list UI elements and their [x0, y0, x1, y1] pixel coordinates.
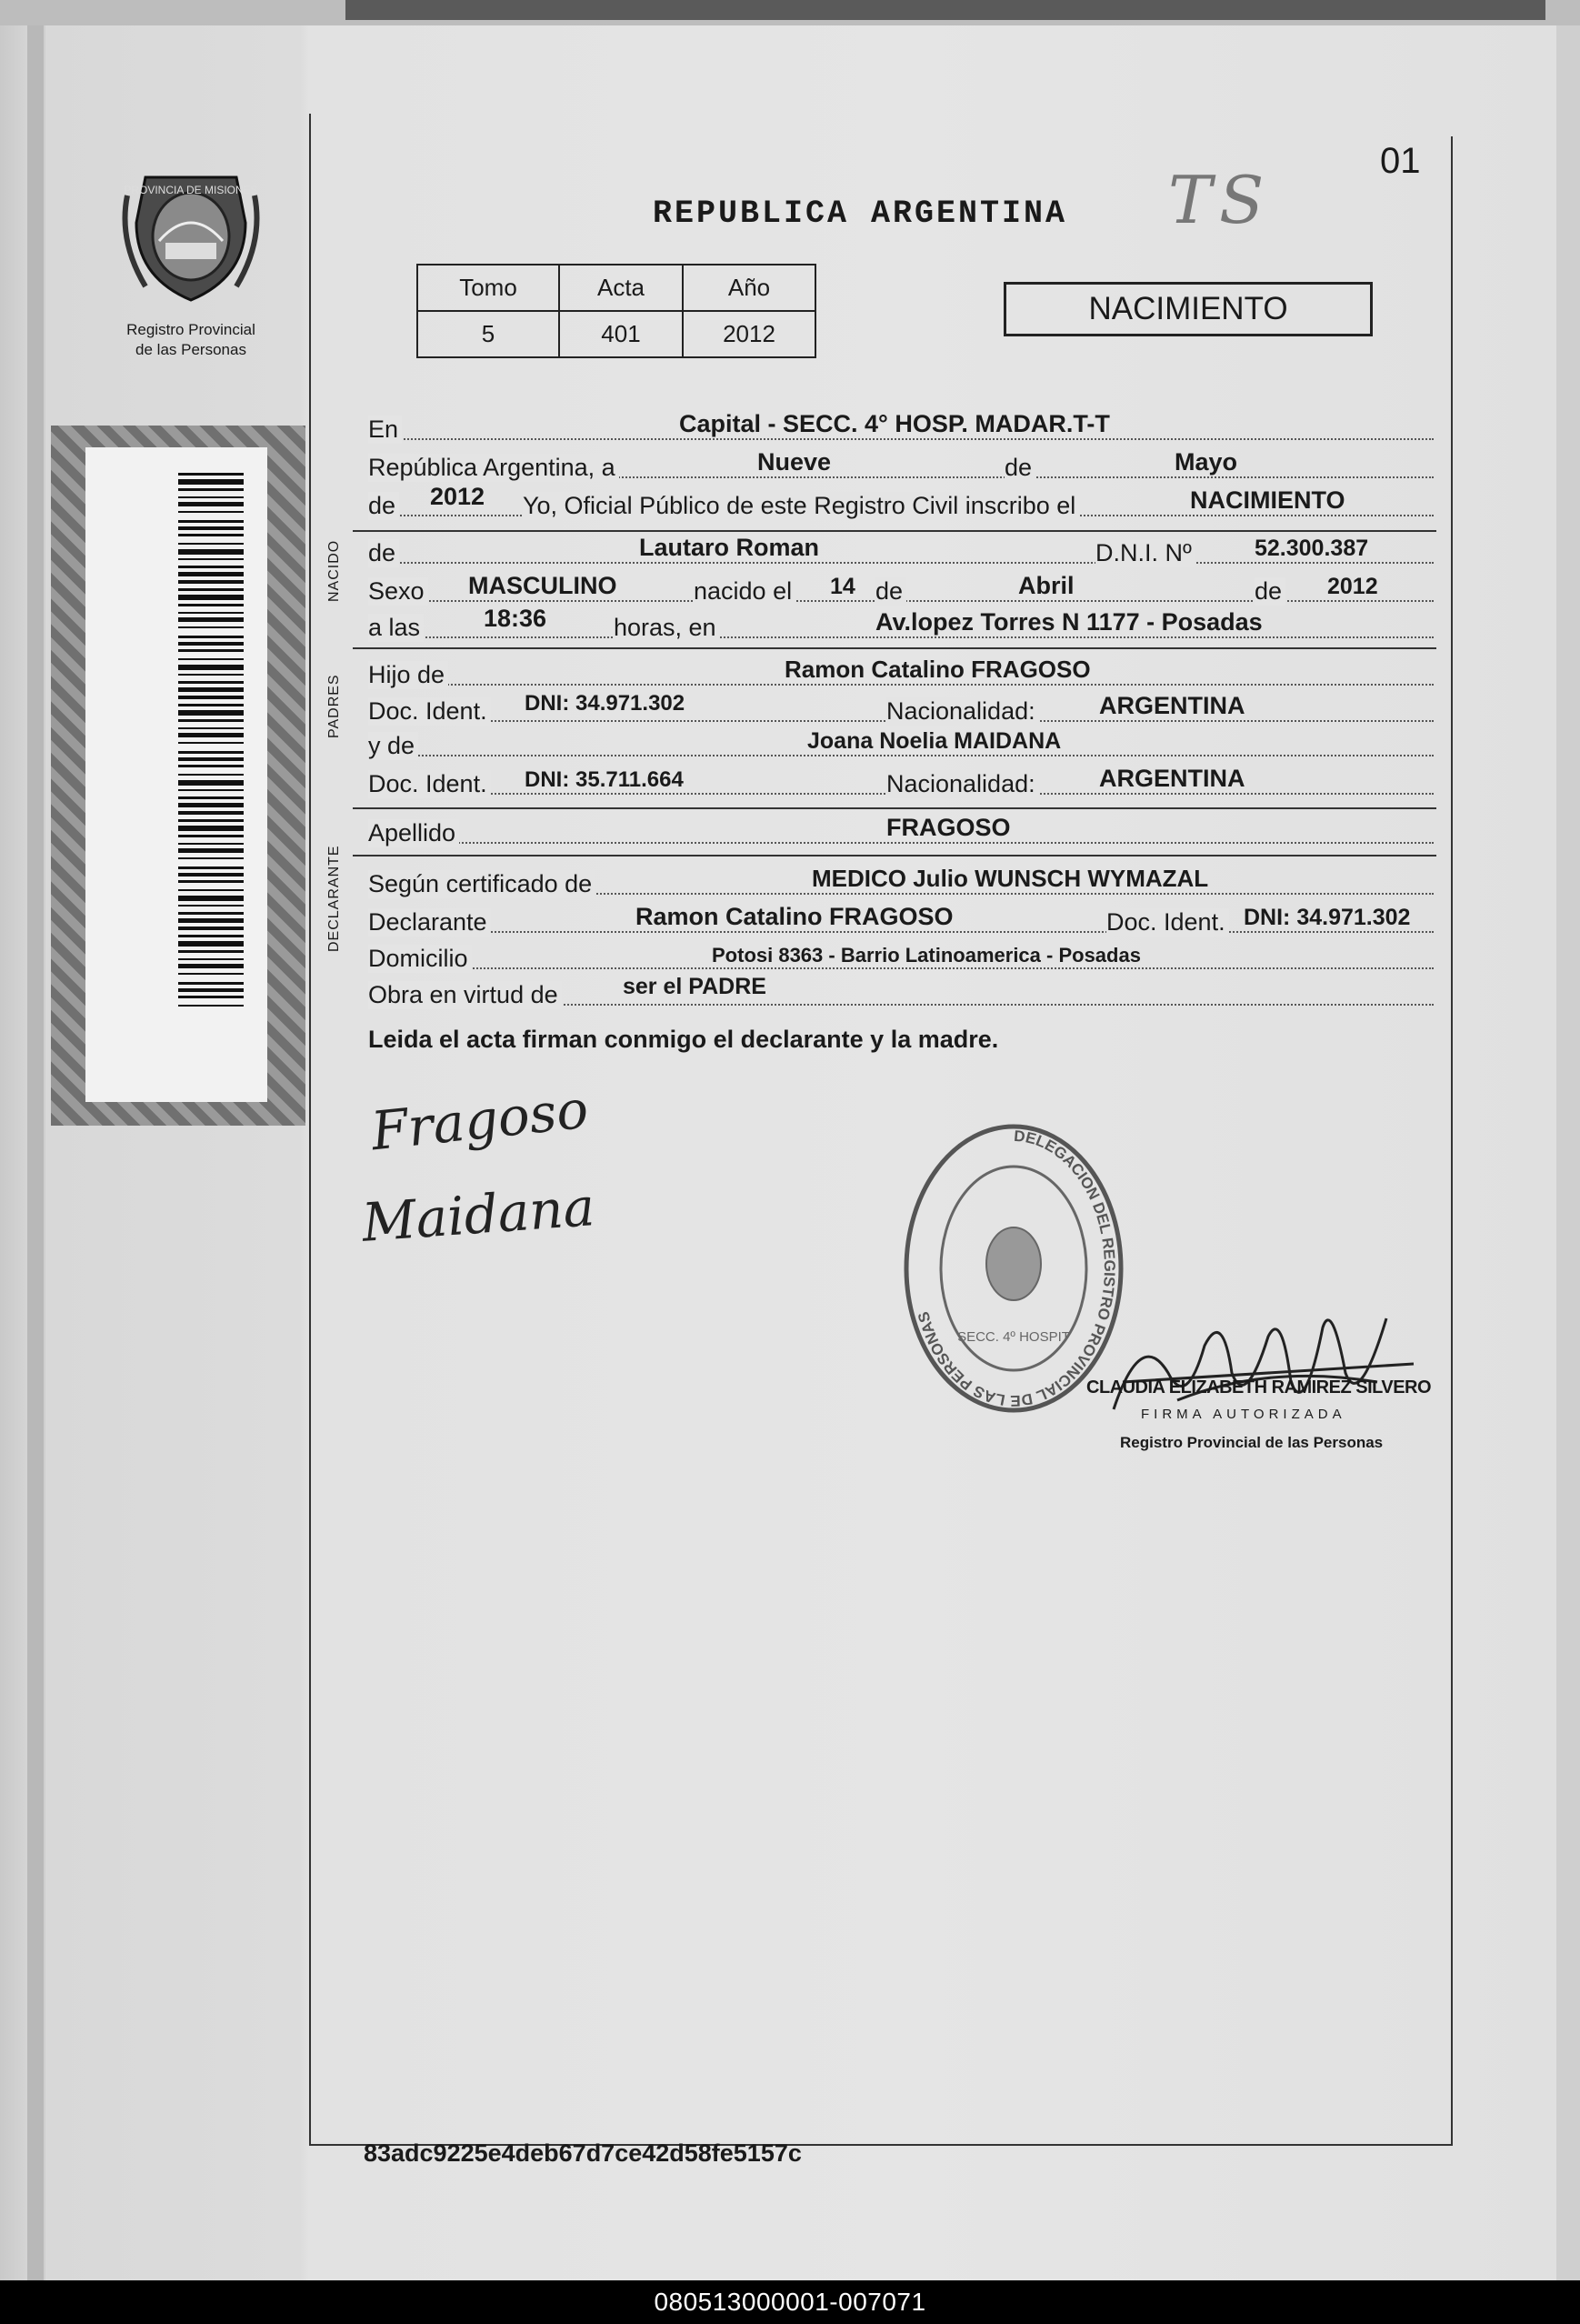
row-sexo	[368, 573, 1434, 606]
value-event: NACIMIENTO	[1190, 486, 1345, 514]
barcode-bar	[178, 588, 244, 591]
row-republica	[368, 449, 1434, 482]
row-hijo	[368, 656, 1434, 689]
barcode-bar	[178, 796, 244, 799]
separator	[353, 530, 1436, 532]
closing-statement: Leida el acta firman conmigo el declarante y la madre.	[368, 1026, 999, 1053]
page-number: 01	[1380, 141, 1421, 181]
section-nacido-text: NACIDO	[326, 539, 342, 602]
value-month: Mayo	[1175, 448, 1238, 476]
registry-value-tomo: 5	[417, 311, 559, 357]
footer-code: 080513000001-007071	[0, 2280, 1580, 2324]
section-label-padres	[316, 674, 353, 759]
stamp-ring-text: DELEGACION DEL REGISTRO PROVINCIAL DE LAS PERSONAS	[915, 1127, 1119, 1410]
dotted-line	[368, 755, 1434, 756]
authority-name: CLAUDIA ELIZABETH RAMIREZ SILVERO	[1086, 1377, 1432, 1397]
barcode-bar	[178, 636, 244, 638]
barcode-bar	[178, 733, 244, 737]
barcode-bar	[178, 674, 244, 676]
barcode-bar	[178, 982, 244, 985]
section-label-nacido	[316, 541, 353, 623]
value-sexo: MASCULINO	[468, 572, 617, 599]
barcode-bar	[178, 873, 244, 877]
barcode-bar	[178, 687, 244, 692]
label-doc: Doc. Ident.	[368, 697, 491, 726]
barcode-bar	[178, 757, 244, 761]
barcode-bar	[178, 665, 244, 670]
barcode-bar	[178, 973, 244, 975]
registry-header-ano: Año	[683, 265, 815, 311]
section-padres-text: PADRES	[326, 674, 342, 738]
barcode-bar	[178, 843, 244, 845]
row-apellido	[368, 815, 1434, 847]
value-mother-nat: ARGENTINA	[1099, 765, 1245, 792]
barcode-bar	[178, 534, 244, 536]
label-nacionalidad2: Nacionalidad:	[886, 770, 1039, 798]
value-mother: Joana Noelia MAIDANA	[807, 728, 1062, 754]
value-father: Ramon Catalino FRAGOSO	[785, 656, 1091, 683]
barcode-bar	[178, 848, 244, 853]
row-domicilio	[368, 940, 1434, 973]
barcode-bar	[178, 626, 244, 628]
barcode-bar	[178, 526, 244, 530]
dotted-line	[368, 931, 1434, 933]
row-en	[368, 411, 1434, 444]
barcode-bar	[178, 558, 244, 560]
row-declarante	[368, 904, 1434, 937]
value-birth-day: 14	[830, 574, 855, 599]
value-name: Lautaro Roman	[639, 534, 820, 561]
value-declarante-doc: DNI: 34.971.302	[1244, 905, 1411, 930]
barcode-bar	[178, 765, 244, 767]
barcode-bar	[178, 950, 244, 953]
value-obra: ser el PADRE	[623, 974, 766, 999]
barcode-bar	[178, 617, 244, 622]
handwritten-mark: TS	[1168, 162, 1272, 238]
logo-caption-line2: de las Personas	[135, 341, 246, 358]
barcode-bar	[178, 642, 244, 646]
section-label-declarante	[316, 845, 353, 1000]
barcode-bar	[178, 927, 244, 930]
barcode-bar	[178, 502, 244, 506]
barcode-bar	[178, 819, 244, 822]
label-nacionalidad: Nacionalidad:	[886, 697, 1039, 726]
row-obra	[368, 974, 1434, 1009]
label-domicilio: Domicilio	[368, 945, 472, 973]
barcode-bar	[178, 811, 244, 815]
barcode-bar	[178, 710, 244, 716]
row-certificado	[368, 866, 1434, 898]
authority-role: FIRMA AUTORIZADA	[1141, 1407, 1346, 1422]
barcode-bar	[178, 473, 244, 476]
row-name	[368, 535, 1434, 567]
separator	[353, 807, 1436, 809]
registry-table	[416, 264, 816, 358]
document-hash: 83adc9225e4deb67d7ce42d58fe5157c	[364, 2139, 802, 2167]
registry-header-tomo: Tomo	[417, 265, 559, 311]
barcode-bar	[178, 566, 244, 568]
label-declarante: Declarante	[368, 908, 491, 937]
value-birth-year: 2012	[1327, 574, 1378, 599]
barcode-bar	[178, 520, 244, 523]
row-father-doc	[368, 693, 1434, 726]
barcode-bar	[178, 912, 244, 915]
value-certificado: MEDICO Julio WUNSCH WYMAZAL	[812, 865, 1209, 892]
dotted-line	[368, 684, 1434, 686]
section-declarante-text: DECLARANTE	[326, 845, 342, 952]
barcode-bar	[178, 789, 244, 791]
label-de2: de	[368, 492, 399, 520]
label-de3: de	[368, 539, 399, 567]
signature-maidana: Maidana	[359, 1176, 597, 1254]
barcode-bar	[178, 681, 244, 684]
logo-seal-text: PROVINCIA DE MISIONES	[124, 184, 258, 196]
barcode-bar	[178, 988, 244, 992]
authority-org: Registro Provincial de las Personas	[1120, 1434, 1384, 1451]
barcode-bar	[178, 572, 244, 576]
value-birth-month: Abril	[1018, 572, 1075, 599]
barcode-bar	[178, 580, 244, 584]
label-a-las: a las	[368, 614, 424, 642]
stamp-center-text: SECC. 4º HOSPIT	[957, 1329, 1070, 1345]
registry-value-ano: 2012	[683, 311, 815, 357]
logo-caption	[100, 320, 282, 360]
barcode-bar	[178, 488, 244, 491]
label-doc2: Doc. Ident.	[368, 770, 491, 798]
value-place: Av.lopez Torres N 1177 - Posadas	[875, 608, 1263, 636]
barcode-bar	[178, 612, 244, 614]
registry-header-acta: Acta	[559, 265, 683, 311]
barcode-bar	[178, 543, 244, 545]
barcode-bar	[178, 803, 244, 807]
value-domicilio: Potosi 8363 - Barrio Latinoamerica - Posadas	[712, 944, 1141, 967]
label-apellido: Apellido	[368, 819, 459, 847]
registry-value-row	[417, 311, 815, 357]
provincial-seal-logo	[118, 168, 264, 305]
barcode-bar	[178, 496, 244, 498]
barcode-bar	[178, 1005, 244, 1007]
barcode-bar	[178, 604, 244, 606]
barcode-bar	[178, 964, 244, 968]
label-nacido-el: nacido el	[694, 577, 795, 606]
scan-top-edge	[0, 0, 1580, 25]
barcode-bar	[178, 935, 244, 937]
barcode-bar	[178, 958, 244, 960]
dotted-line	[368, 967, 1434, 969]
barcode	[178, 473, 244, 1009]
barcode-bar	[178, 696, 244, 699]
barcode-bar	[178, 918, 244, 923]
label-de4: de	[875, 577, 906, 606]
barcode-bar	[178, 751, 244, 754]
label-y-de: y de	[368, 732, 418, 760]
barcode-bar	[178, 479, 244, 485]
label-sexo: Sexo	[368, 577, 428, 606]
label-de: de	[1005, 454, 1035, 482]
label-dni: D.N.I. Nº	[1095, 539, 1195, 567]
label-en: En	[368, 416, 402, 444]
row-mother-doc	[368, 766, 1434, 798]
separator	[353, 855, 1436, 856]
row-mother	[368, 727, 1434, 760]
barcode-bar	[178, 835, 244, 837]
dotted-line	[368, 562, 1434, 564]
book-binding-edge	[27, 25, 45, 2280]
label-republica: República Argentina, a	[368, 454, 619, 482]
barcode-bar	[178, 719, 244, 722]
barcode-bar	[178, 658, 244, 660]
value-day: Nueve	[757, 448, 832, 476]
dotted-line	[368, 438, 1434, 440]
value-year: 2012	[430, 483, 485, 510]
dotted-line	[368, 636, 1434, 638]
value-mother-doc: DNI: 35.711.664	[525, 767, 684, 792]
barcode-bar	[178, 727, 244, 729]
barcode-bar	[178, 857, 244, 859]
document-title: REPUBLICA ARGENTINA	[653, 195, 1068, 232]
label-obra: Obra en virtud de	[368, 981, 562, 1009]
value-declarante: Ramon Catalino FRAGOSO	[635, 903, 954, 930]
label-doc3: Doc. Ident.	[1106, 908, 1229, 937]
logo-caption-line1: Registro Provincial	[126, 321, 255, 338]
barcode-bar	[178, 780, 244, 786]
barcode-bar	[178, 889, 244, 891]
label-oficial: Yo, Oficial Público de este Registro Civil inscribo el	[523, 492, 1079, 520]
row-year	[368, 483, 1434, 520]
value-hour: 18:36	[484, 605, 547, 632]
value-father-nat: ARGENTINA	[1099, 692, 1245, 719]
barcode-bar	[178, 866, 244, 869]
separator	[353, 647, 1436, 649]
registry-header-row	[417, 265, 815, 311]
barcode-bar	[178, 649, 244, 652]
value-apellido: FRAGOSO	[886, 814, 1011, 841]
label-de5: de	[1255, 577, 1285, 606]
barcode-bar	[178, 549, 244, 555]
value-father-doc: DNI: 34.971.302	[525, 691, 685, 716]
barcode-bar	[178, 595, 244, 600]
barcode-bar	[178, 774, 244, 776]
dotted-line	[368, 842, 1434, 844]
page-right-edge	[1556, 25, 1580, 2280]
barcode-bar	[178, 704, 244, 706]
barcode-bar	[178, 880, 244, 883]
record-type-box: NACIMIENTO	[1004, 282, 1373, 336]
right-frame-line	[1451, 136, 1453, 2146]
left-frame-line	[309, 114, 311, 2146]
barcode-bar	[178, 896, 244, 901]
barcode-bar	[178, 941, 244, 947]
barcode-bar	[178, 996, 244, 998]
barcode-bar	[178, 826, 244, 831]
label-hijo: Hijo de	[368, 661, 448, 689]
barcode-bar	[178, 905, 244, 907]
label-horas-en: horas, en	[614, 614, 720, 642]
barcode-bar	[178, 511, 244, 513]
registry-value-acta: 401	[559, 311, 683, 357]
value-dni: 52.300.387	[1255, 536, 1369, 561]
label-certificado: Según certificado de	[368, 870, 595, 898]
row-hora	[368, 605, 1434, 642]
value-en: Capital - SECC. 4° HOSP. MADAR.T-T	[679, 410, 1110, 437]
signature-fragoso: Fragoso	[368, 1077, 592, 1163]
barcode-bar	[178, 742, 244, 744]
